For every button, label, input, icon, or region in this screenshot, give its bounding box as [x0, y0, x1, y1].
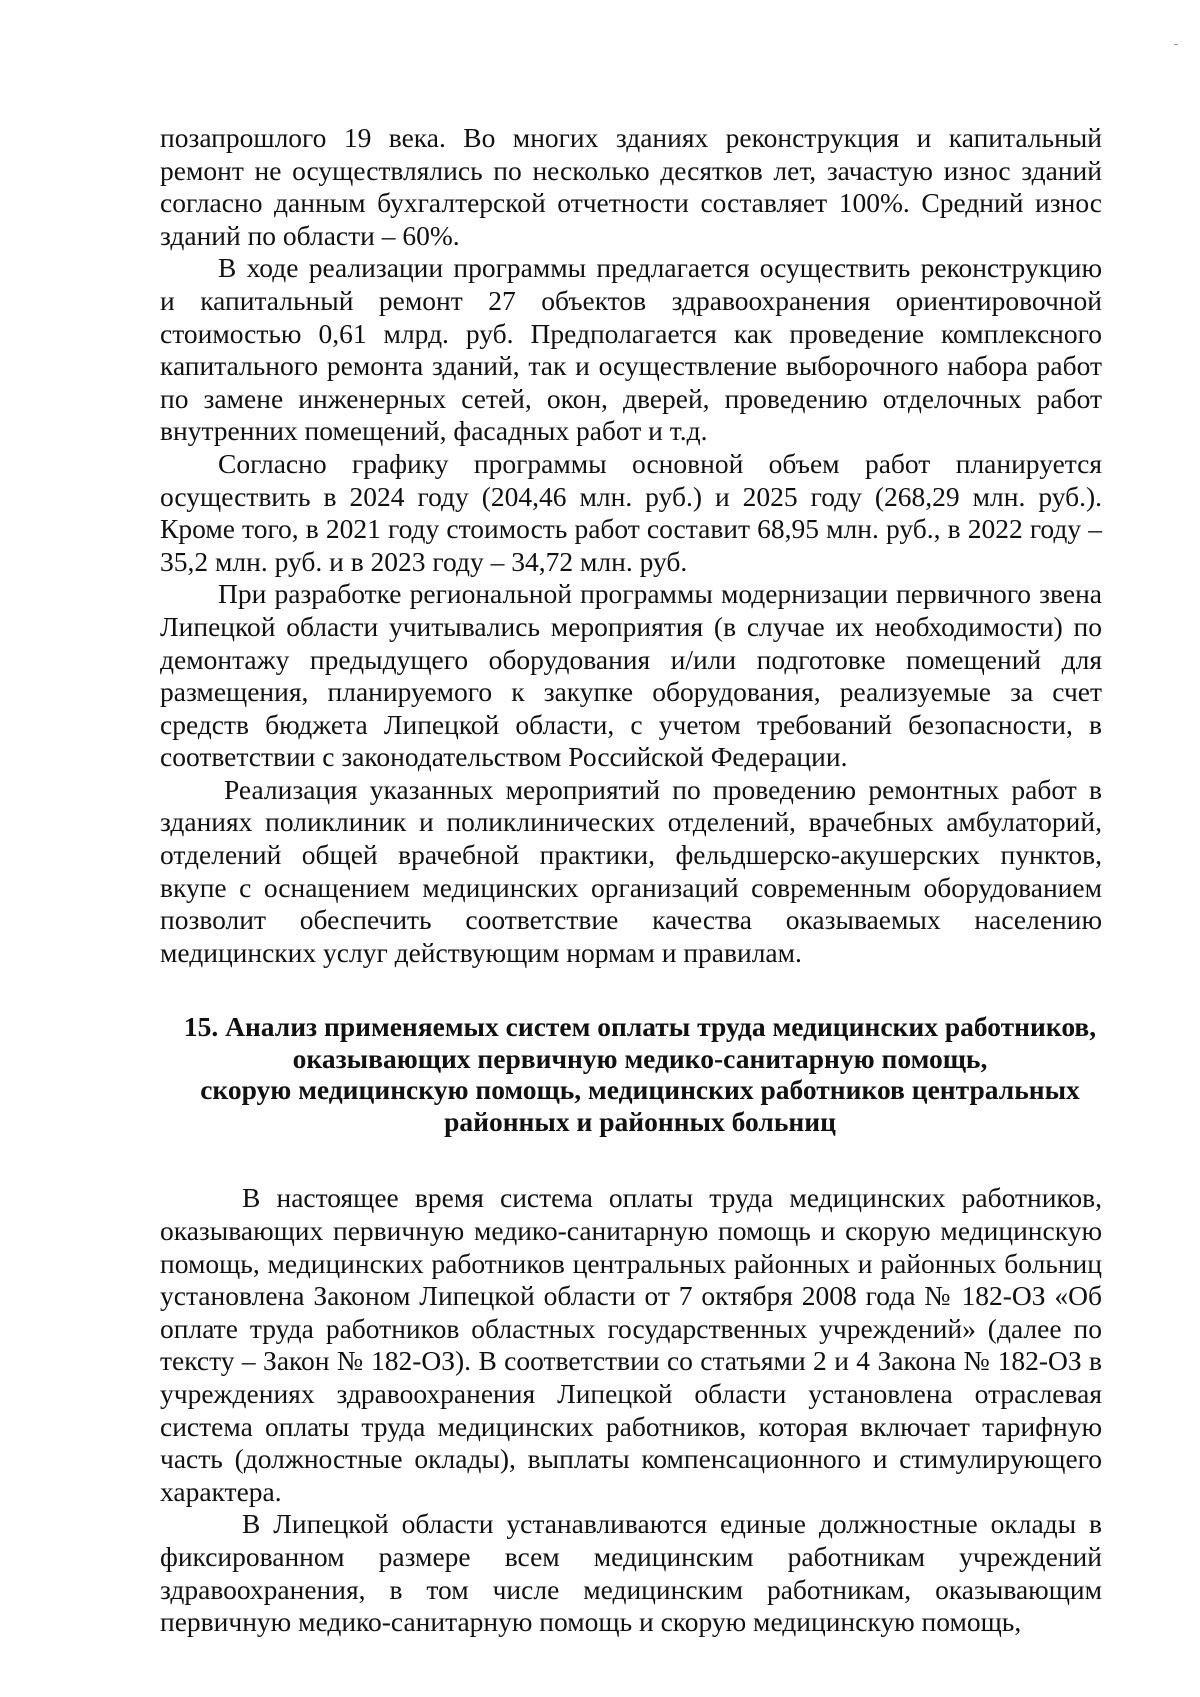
section-heading-line: 15. Анализ применяемых систем оплаты труда медицинских работников,	[183, 1011, 1097, 1043]
section-heading-line: оказывающих первичную медико-санитарную помощь,	[292, 1042, 988, 1074]
paragraph-1: позапрошлого 19 века. Во многих зданиях реконструкция и капитальный ремонт не осуществлялись по несколько десятков лет, зачастую износ зданий согласно данным бухгалтерской отчетности составляет 100%. Средний износ зданий по области – 60%.	[160, 122, 1102, 251]
section-heading	[160, 1011, 1102, 1137]
paragraph-7: В Липецкой области устанавливаются единые должностные оклады в фиксированном размере всем медицинским работникам учреждений здравоохранения, в том числе медицинским работникам, оказывающим первичную медико-санитарную помощь и скорую медицинскую помощь,	[160, 1508, 1102, 1638]
section-heading-line: скорую медицинскую помощь, медицинских работников центральных	[200, 1074, 1080, 1106]
document-page	[160, 122, 1102, 1639]
paragraph-2: В ходе реализации программы предлагается осуществить реконструкцию и капитальный ремонт 27 объектов здравоохранения ориентировочной стоимостью 0,61 млрд. руб. Предполагается как проведение комплексного капитального ремонта зданий, так и осуществление выборочного набора работ по замене инженерных сетей, окон, дверей, проведению отделочных работ внутренних помещений, фасадных работ и т.д.	[160, 252, 1102, 447]
paragraph-3: Согласно графику программы основной объем работ планируется осуществить в 2024 году (204,46 млн. руб.) и 2025 году (268,29 млн. руб.). Кроме того, в 2021 году стоимость работ составит 68,95 млн. руб., в 2022 году – 35,2 млн. руб. и в 2023 году – 34,72 млн. руб.	[160, 447, 1102, 577]
paragraph-6: В настоящее время система оплаты труда медицинских работников, оказывающих первичную медико-санитарную помощь и скорую медицинскую помощь, медицинских работников центральных районных и районных больниц установлена Законом Липецкой области от 7 октября 2008 года № 182-ОЗ «Об оплате труда работников областных государственных учреждений» (далее по тексту – Закон № 182-ОЗ). В соответствии со статьями 2 и 4 Закона № 182-ОЗ в учреждениях здравоохранения Липецкой области установлена отраслевая система оплаты труда медицинских работников, которая включает тарифную часть (должностные оклады), выплаты компенсационного и стимулирующего характера.	[160, 1182, 1102, 1507]
paragraph-4: При разработке региональной программы модернизации первичного звена Липецкой области учитывались мероприятия (в случае их необходимости) по демонтажу предыдущего оборудования и/или подготовке помещений для размещения, планируемого к закупке оборудования, реализуемые за счет средств бюджета Липецкой области, с учетом требований безопасности, в соответствии с законодательством Российской Федерации.	[160, 578, 1102, 773]
paragraph-5: Реализация указанных мероприятий по проведению ремонтных работ в зданиях поликлиник и поликлинических отделений, врачебных амбулаторий, отделений общей врачебной практики, фельдшерско-акушерских пунктов, вкупе с оснащением медицинских организаций современным оборудованием позволит обеспечить соответствие качества оказываемых населению медицинских услуг действующим нормам и правилам.	[160, 773, 1102, 968]
scan-mark	[1174, 44, 1178, 45]
section-heading-line: районных и районных больниц	[444, 1105, 836, 1137]
